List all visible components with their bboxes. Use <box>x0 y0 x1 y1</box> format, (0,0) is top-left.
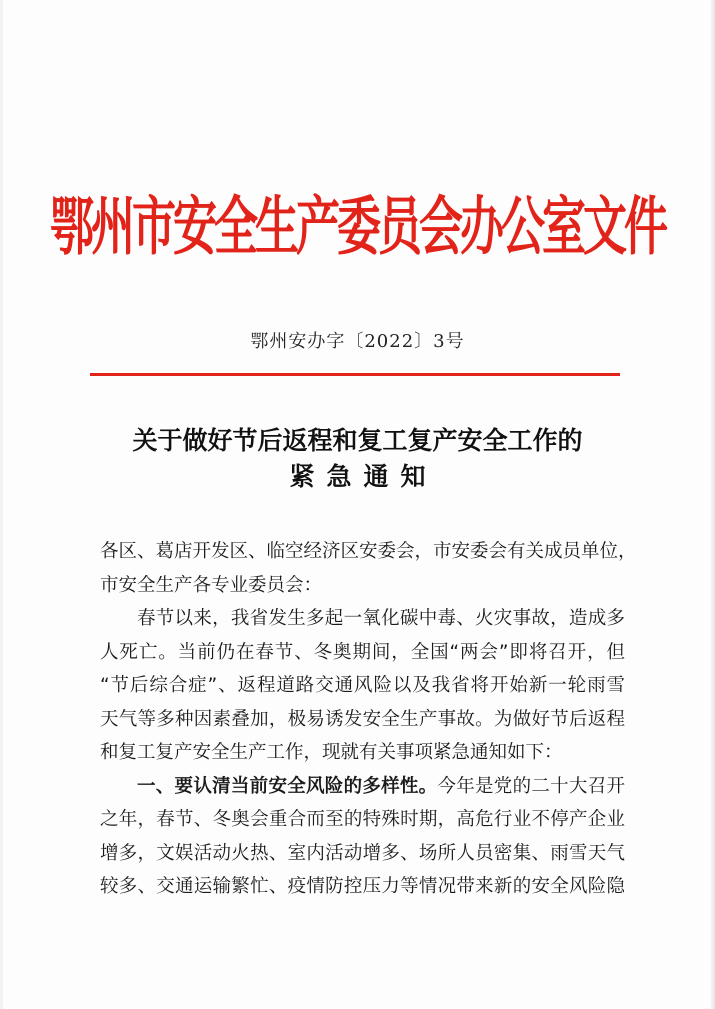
paragraph-line: 增多，文娱活动火热、室内活动增多、场所人员密集、雨雪天气 <box>100 842 625 864</box>
document-number: 鄂州安办字〔2022〕3号 <box>250 331 465 352</box>
red-divider-line <box>90 373 620 376</box>
paragraph-line: 较多、交通运输繁忙、疫情防控压力等情况带来新的安全风险隐 <box>100 876 625 897</box>
scan-edge-right <box>711 0 715 1009</box>
section-1 <box>100 770 625 904</box>
paragraph-line: 之年，春节、冬奥会重合而至的特殊时期，高危行业不停产企业 <box>100 809 625 830</box>
addressee-line: 市安全生产各专业委员会： <box>100 574 323 596</box>
notice-title-line1: 关于做好节后返程和复工复产安全工作的 <box>132 426 583 455</box>
addressee <box>100 535 637 602</box>
notice-title <box>0 423 715 495</box>
section-line-rest: 今年是党的二十大召开 <box>437 775 625 797</box>
notice-title-line2: 紧急通知 <box>289 462 438 491</box>
paragraph-line: 人死亡。当前仍在春节、冬奥期间，全国“两会”即将召开，但 <box>100 641 625 663</box>
scan-edge-left <box>0 0 3 1009</box>
issuer-title: 鄂州市安全生产委员会办公室文件 <box>50 190 665 265</box>
section-heading: 一、要认清当前安全风险的多样性。 <box>137 775 438 797</box>
paragraph-1 <box>100 602 625 770</box>
paragraph-line: 天气等多种因素叠加，极易诱发安全生产事故。为做好节后返程 <box>100 708 625 730</box>
paragraph-line: “节后综合症”、返程道路交通风险以及我省将开始新一轮雨雪 <box>100 675 625 696</box>
section-first-line <box>100 770 625 804</box>
paragraph-line: 春节以来，我省发生多起一氧化碳中毒、火灾事故，造成多 <box>137 608 625 629</box>
paragraph-line: 和复工复产安全生产工作，现就有关事项紧急通知如下： <box>100 742 563 763</box>
notice-body <box>100 535 637 904</box>
addressee-line: 各区、葛店开发区、临空经济区安委会，市安委会有关成员单位， <box>100 541 637 562</box>
